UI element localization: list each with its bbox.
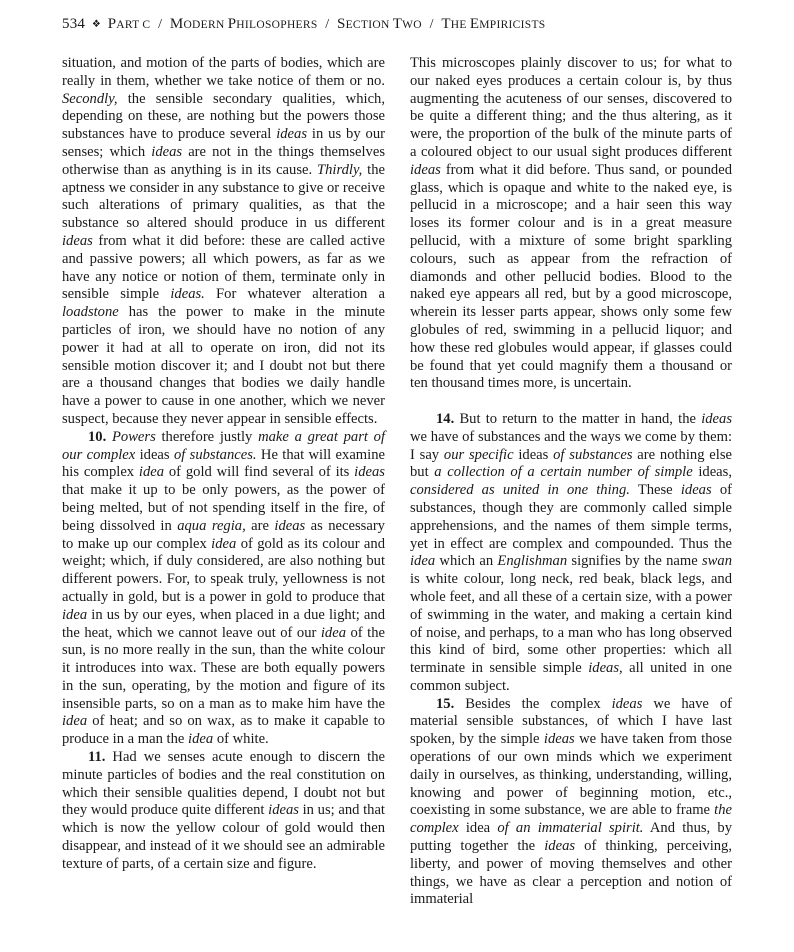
paragraph-section-14: 14. But to return to the matter in hand, the ideas we have of substances and the ways we come by them: I say our specific ideas of substances are nothing else but a collection of a certain number of simple ideas, considered as united in one thing. These ideas of substances, though they are commonly called simple apprehensions, and the names of them simple terms, yet in effect are complex and compounded. Thus the idea which an Englishman signifies by the name swan is white colour, long neck, red beak, black legs, and whole feet, and all these of a certain size, with a power of swimming in the water, and making a certain kind of noise, and perhaps, to a man who has long observed this kind of bird, some other properties: which all terminate in sensible simple ideas, all united in one common subject. (410, 410, 732, 694)
header-separator: / (158, 17, 163, 32)
chapter-subtitle: THE EMPIRICISTS (441, 16, 546, 32)
running-head (62, 16, 742, 33)
left-column (62, 55, 385, 874)
paragraph-section-10: 10. Powers therefore justly make a great part of our complex ideas of substances. He that will examine his complex idea of gold will find several of its ideas that make it up to be only powers, as the power of being melted, but of not spending itself in the fire, of being dissolved in aqua regia, are ideas as necessary to make up our complex idea of gold as its colour and weight; which, if duly considered, are also nothing but different powers. For, to speak truly, yellowness is not actually in gold, but is a power in gold to produce that idea in us by our eyes, when placed in a due light; and the heat, which we cannot leave out of our idea of the sun, is no more really in the sun, than the white colour it introduces into wax. These are both equally powers in the sun, operating, by the motion and figure of its insensible parts, so on a man as to make him have the idea of heat; and so on wax, as to make it capable to produce in a man the idea of white. (62, 428, 386, 748)
right-column (410, 55, 732, 909)
book-title: MODERN PHILOSOPHERS (169, 16, 318, 32)
section-label: SECTION TWO (337, 16, 422, 32)
section-number: 10. (88, 428, 107, 445)
paragraph-continued: situation, and motion of the parts of bodies, which are really in them, whether we take notice of them or no. Secondly, the sensible secondary qualities, which, depending on these, are nothing but the powers those substances have to produce several ideas in us by our senses; which ideas are not in the things themselves otherwise than as anything is in its cause. Thirdly, the aptness we consider in any substance to give or receive such alterations of primary qualities, as that the substance so altered should produce in us different ideas from what it did before: these are called active and passive powers; all which powers, as far as we have any notice or notion of them, terminate only in sensible simple ideas. For whatever alteration a loadstone has the power to make in the minute particles of iron, we should have no notion of any power it had at all to operate on iron, did not its sensible motion discover it; and I doubt not but there are a thousand changes that bodies we daily handle have a power to cause in one another, which we never suspect, because they never appear in sensible effects. (62, 55, 386, 427)
paragraph-section-11: 11. Had we senses acute enough to discern the minute particles of bodies and the real constitution on which their sensible qualities depend, I doubt not but they would produce quite different ideas in us; and that which is now the yellow colour of gold would then disappear, and instead of it we should see an admirable texture of parts, of a certain size and figure. (62, 749, 385, 872)
header-separator: / (429, 17, 434, 32)
paragraph-continued: This microscopes plainly discover to us; for what to our naked eyes produces a certain colour is, by thus augmenting the acuteness of our senses, discovered to be quite a different thing; and the thus altering, as it were, the proportion of the bulk of the minute parts of a coloured object to our usual sight produces different ideas from what it did before. Thus sand, or pounded glass, which is opaque and white to the naked eye, is pellucid in a microscope; and a hair seen this way loses its former colour and is in a great measure pellucid, with a mixture of some bright sparkling colours, such as appear from the refraction of diamonds and other pellucid bodies. Blood to the naked eye appears all red, but by a good microscope, wherein its lesser parts appear, shows only some few globules of red, swimming in a pellucid liquor; and how these red globules would appear, if glasses could be found that yet could magnify them a thousand or ten thousand times more, is uncertain. (410, 55, 732, 392)
part-label: PART C (107, 16, 151, 32)
section-number: 11. (88, 749, 106, 766)
ornament-icon: ❖ (91, 19, 101, 30)
paragraph-section-15: 15. Besides the complex ideas we have of material sensible substances, of which I have last spoken, by the simple ideas we have taken from those operations of our own minds which we experiment daily in ourselves, as thinking, understanding, willing, knowing and power of beginning motion, etc., coexisting in some substance, we are able to frame the complex idea of an immaterial spirit. And thus, by putting together the ideas of thinking, perceiving, liberty, and power of moving themselves and other things, we have as clear a perception and notion of immaterial (410, 695, 733, 908)
section-number: 15. (436, 695, 455, 712)
section-number: 14. (436, 410, 455, 427)
page-number: 534 (62, 16, 86, 32)
header-separator: / (325, 17, 330, 32)
